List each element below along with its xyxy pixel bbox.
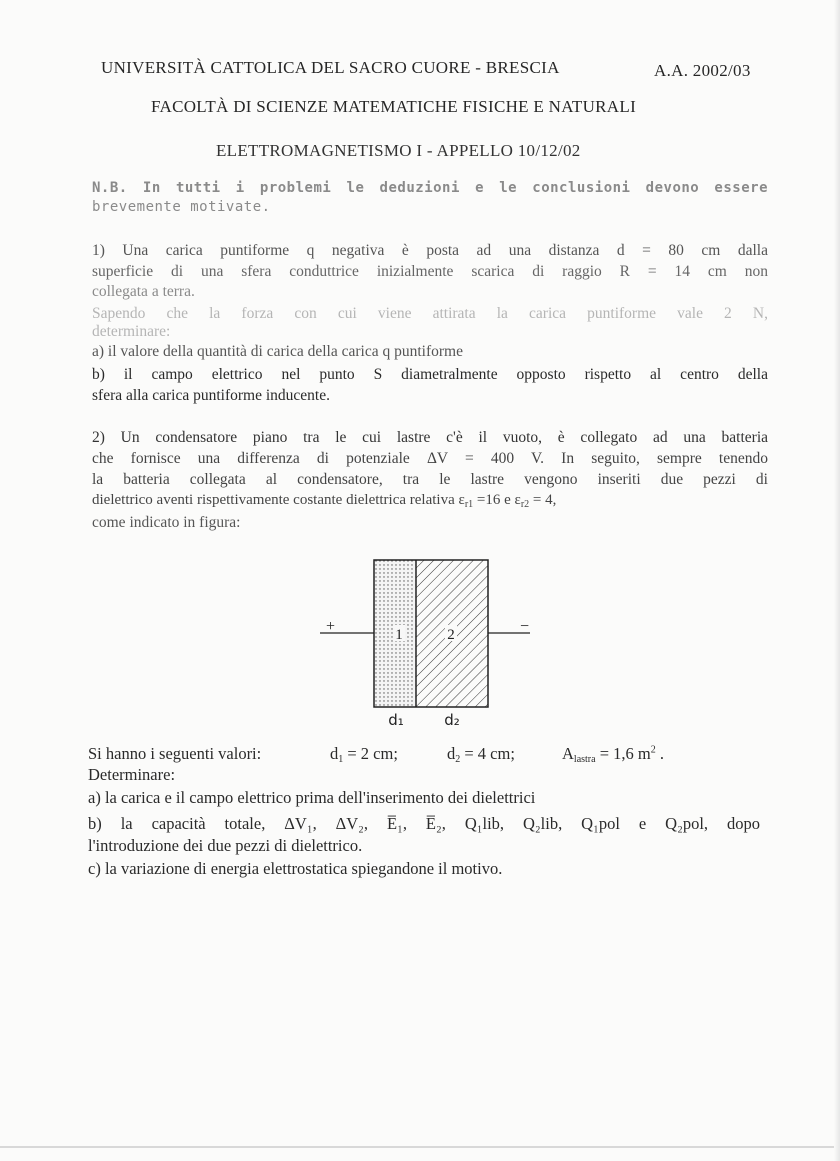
problem2-line-3: la batteria collegata al condensatore, tra le lastre vengono inseriti due pezzi di	[92, 471, 768, 488]
value-d2-sub: 2	[455, 754, 461, 765]
problem2-line-1: 2) Un condensatore piano tra le cui lastre c'è il vuoto, è collegato ad una batteria	[92, 429, 768, 446]
value-area-sub: lastra	[573, 754, 596, 765]
problem1-line-8: sfera alla carica puntiforme inducente.	[92, 387, 330, 404]
region-1-label: 1	[395, 627, 403, 643]
problem2-line-5: come indicato in figura:	[92, 514, 241, 531]
question-b-line-1: b) la capacità totale, ΔV₁, ΔV₂, E̅₁, E̅₂, Q₁lib, Q₂lib, Q₁pol e Q₂pol, dopo	[88, 814, 760, 833]
note-line-2: brevemente motivate.	[92, 199, 271, 215]
region-2-label: 2	[447, 627, 455, 643]
value-area-value: = 1,6 m	[595, 744, 651, 763]
value-d1-sub: 1	[338, 754, 344, 765]
value-d1	[330, 744, 398, 765]
value-d1-value: = 2 cm;	[343, 744, 398, 763]
scan-right-edge	[834, 0, 840, 1161]
problem2-line-4-text: dielettrico aventi rispettivamente costante dielettrica relativa ε	[92, 492, 465, 508]
problem1-line-1: 1) Una carica puntiforme q negativa è posta ad una distanza d = 80 cm dalla	[92, 242, 768, 259]
note-line-1: N.B. In tutti i problemi le deduzioni e le conclusioni devono essere	[92, 180, 768, 196]
problem1-line-5: determinare:	[92, 323, 171, 340]
value-d2-value: = 4 cm;	[460, 744, 515, 763]
problem2-line-2: che fornisce una differenza di potenziale ΔV = 400 V. In seguito, sempre tenendo	[92, 450, 768, 467]
problem1-line-2: superficie di una sfera conduttrice inizialmente scarica di raggio R = 14 cm non	[92, 263, 768, 280]
problem1-line-3: collegata a terra.	[92, 283, 195, 300]
value-area-sup: 2	[650, 744, 656, 756]
question-c: c) la variazione di energia elettrostatica spiegandone il motivo.	[88, 859, 503, 878]
problem1-line-6: a) il valore della quantità di carica della carica q puntiforme	[92, 343, 463, 360]
university-title: UNIVERSITÀ CATTOLICA DEL SACRO CUORE - BRESCIA	[101, 58, 560, 77]
exam-title: ELETTROMAGNETISMO I - APPELLO 10/12/02	[216, 141, 581, 160]
value-d2	[447, 744, 515, 765]
value-area-end: .	[655, 744, 664, 763]
value-area-symbol: A	[562, 744, 574, 763]
faculty-title: FACOLTÀ DI SCIENZE MATEMATICHE FISICHE E NATURALI	[151, 97, 637, 116]
value-d1-symbol: d	[330, 744, 339, 763]
value-d2-symbol: d	[447, 744, 456, 763]
problem2-line-4	[92, 492, 556, 510]
problem2-line-4-mid: =16 e ε	[473, 492, 521, 508]
epsilon-r1-sub: r1	[464, 499, 474, 510]
values-intro: Si hanno i seguenti valori:	[88, 744, 262, 763]
problem1-line-7: b) il campo elettrico nel punto S diametralmente opposto rispetto al centro della	[92, 366, 768, 383]
label-d2: d₂	[444, 711, 460, 729]
problem1-line-4: Sapendo che la forza con cui viene attirata la carica puntiforme vale 2 N,	[92, 305, 768, 322]
plus-sign: +	[326, 618, 336, 635]
academic-year: A.A. 2002/03	[654, 61, 751, 80]
questions-title: Determinare:	[88, 765, 176, 784]
problem2-line-4-end: = 4,	[529, 492, 557, 508]
scan-bottom-edge	[0, 1146, 840, 1148]
label-d1: d₁	[388, 711, 404, 729]
capacitor-figure	[310, 555, 550, 735]
question-b-line-2: l'introduzione dei due pezzi di dielettrico.	[88, 836, 363, 855]
epsilon-r2-sub: r2	[520, 499, 530, 510]
question-a: a) la carica e il campo elettrico prima dell'inserimento dei dielettrici	[88, 788, 536, 807]
minus-sign: −	[520, 618, 530, 635]
value-area	[562, 744, 664, 765]
